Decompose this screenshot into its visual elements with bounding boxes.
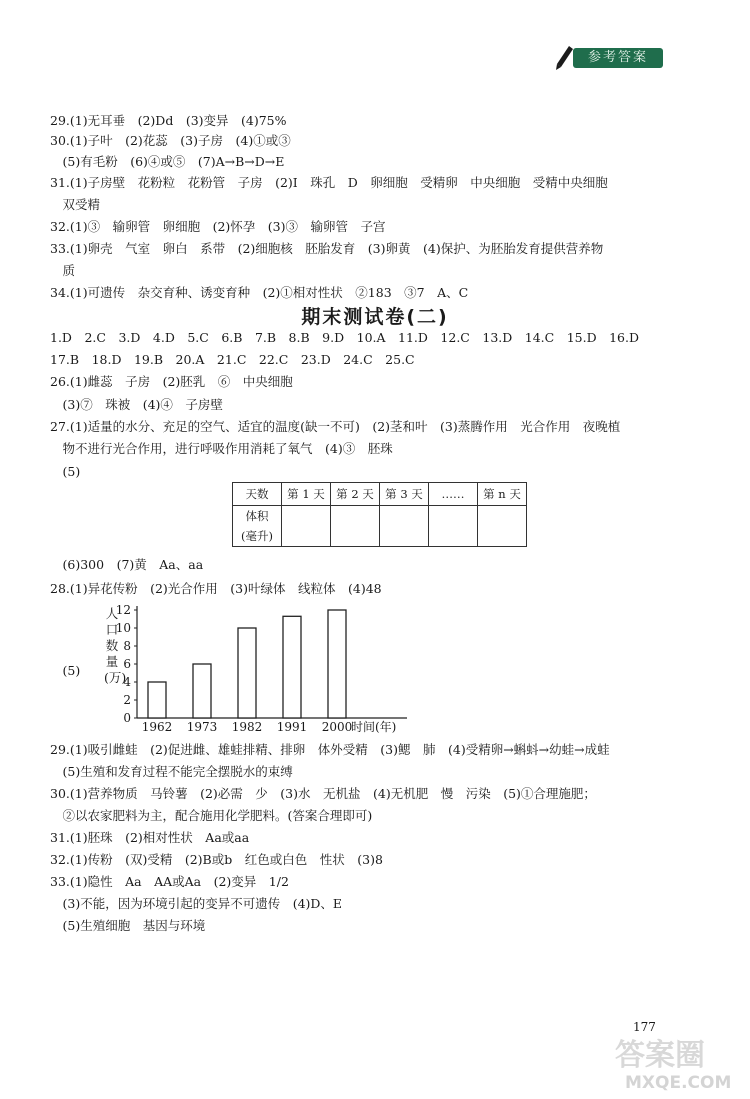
answer-line: 物不进行光合作用，进行呼吸作用消耗了氧气 (4)③ 胚珠: [50, 441, 393, 456]
answer-line: 29.(1)无耳垂 (2)Dd (3)变异 (4)75%: [50, 113, 287, 128]
answer-line: (5)生殖和发育过程不能完全摆脱水的束缚: [50, 764, 293, 779]
chart-y-label: 人口数量(万): [104, 606, 127, 685]
x-axis-label: 时间(年): [351, 720, 397, 734]
answer-line: 31.(1)胚珠 (2)相对性状 Aa或aa: [50, 830, 250, 845]
answer-line: 34.(1)可遗传 杂交育种、诱变育种 (2)①相对性状 ②183 ③7 A、C: [50, 285, 469, 300]
answer-line: 32.(1)传粉 (双)受精 (2)B或b 红色或白色 性状 (3)8: [50, 852, 383, 867]
section-title: 期末测试卷(二): [301, 306, 449, 328]
answer-line: ②以农家肥料为主，配合施用化学肥料。(答案合理即可): [50, 808, 373, 823]
y-tick-label: 2: [123, 693, 131, 707]
volume-table: [232, 482, 527, 547]
x-tick-label: 1982: [231, 720, 263, 734]
table-header-cell: 第 n 天: [478, 483, 527, 506]
answer-line: (3)不能，因为环境引起的变异不可遗传 (4)D、E: [50, 896, 343, 911]
page-number: 177: [633, 1020, 656, 1034]
bar: [193, 664, 211, 718]
answer-line: (6)300 (7)黄 Aa、aa: [50, 557, 204, 572]
answer-line: 32.(1)③ 输卵管 卵细胞 (2)怀孕 (3)③ 输卵管 子宫: [50, 219, 386, 234]
y-tick-label: 4: [123, 675, 131, 689]
answer-line: 质: [50, 263, 76, 278]
table-header-cell: 第 1 天: [282, 483, 331, 506]
table-cell: [380, 506, 429, 547]
bar: [328, 610, 346, 718]
table-header-cell: ……: [429, 483, 478, 506]
table-header-cell: 第 2 天: [331, 483, 380, 506]
answer-line: (5): [50, 663, 81, 678]
table-header-cell: 第 3 天: [380, 483, 429, 506]
y-tick-label: 8: [123, 639, 131, 653]
bar: [148, 682, 166, 718]
answer-line: (5)生殖细胞 基因与环境: [50, 918, 206, 933]
table-cell: [331, 506, 380, 547]
bar: [283, 616, 301, 718]
table-cell: [282, 506, 331, 547]
answer-line: 26.(1)雌蕊 子房 (2)胚乳 ⑥ 中央细胞: [50, 374, 293, 389]
answer-line: 双受精: [50, 197, 101, 212]
answer-line: 31.(1)子房壁 花粉粒 花粉管 子房 (2)Ⅰ 珠孔 D 卵细胞 受精卵 中央细胞 受精中央细胞: [50, 175, 608, 190]
x-tick-label: 1973: [186, 720, 218, 734]
y-tick-label: 6: [123, 657, 131, 671]
answer-key-badge: [553, 42, 665, 72]
x-tick-label: 1962: [141, 720, 173, 734]
table-row-label: [233, 506, 282, 547]
answer-line: 30.(1)营养物质 马铃薯 (2)必需 少 (3)水 无机盐 (4)无机肥 慢 污染 (5)①合理施肥；: [50, 786, 596, 801]
table-cell: [478, 506, 527, 547]
bar: [238, 628, 256, 718]
answer-line: 29.(1)吸引雌蛙 (2)促进雌、雄蛙排精、排卵 体外受精 (3)鳃 肺 (4)受精卵→蝌蚪→幼蛙→成蛙: [50, 742, 610, 757]
answer-line: (3)⑦ 珠被 (4)④ 子房壁: [50, 397, 223, 412]
answer-line: (5): [50, 464, 81, 479]
y-tick-label: 10: [115, 621, 131, 635]
answer-line: 33.(1)隐性 Aa AA或Aa (2)变异 1/2: [50, 874, 289, 889]
table-cell: [429, 506, 478, 547]
answer-line: 28.(1)异花传粉 (2)光合作用 (3)叶绿体 线粒体 (4)48: [50, 581, 382, 596]
answer-line: 17.B 18.D 19.B 20.A 21.C 22.C 23.D 24.C 25.C: [50, 352, 415, 367]
answer-line: (5)有毛粉 (6)④或⑤ (7)A→B→D→E: [50, 154, 285, 169]
x-tick-label: 2000: [321, 720, 353, 734]
answer-line: 27.(1)适量的水分、充足的空气、适宜的温度(缺一不可) (2)茎和叶 (3)蒸腾作用 光合作用 夜晚植: [50, 419, 621, 434]
population-bar-chart: [95, 600, 425, 740]
table-row-label-1: 体积: [245, 509, 269, 523]
table-header-cell: 天数: [233, 483, 282, 506]
answer-line: 1.D 2.C 3.D 4.D 5.C 6.B 7.B 8.B 9.D 10.A 11.D 12.C 13.D 14.C 15.D 16.D: [50, 330, 640, 345]
y-tick-label: 12: [115, 603, 131, 617]
table-row-label-2: (毫升): [241, 529, 273, 543]
answer-line: 33.(1)卵壳 气室 卵白 系带 (2)细胞核 胚胎发育 (3)卵黄 (4)保护、为胚胎发育提供营养物: [50, 241, 604, 256]
badge-label: 参考答案: [573, 48, 663, 68]
y-tick-label: 0: [123, 711, 131, 725]
watermark-url: MXQE.COM: [625, 1073, 732, 1093]
answer-line: 30.(1)子叶 (2)花蕊 (3)子房 (4)①或③: [50, 133, 291, 148]
x-tick-label: 1991: [276, 720, 308, 734]
watermark-logo: 答案圈: [615, 1038, 705, 1073]
